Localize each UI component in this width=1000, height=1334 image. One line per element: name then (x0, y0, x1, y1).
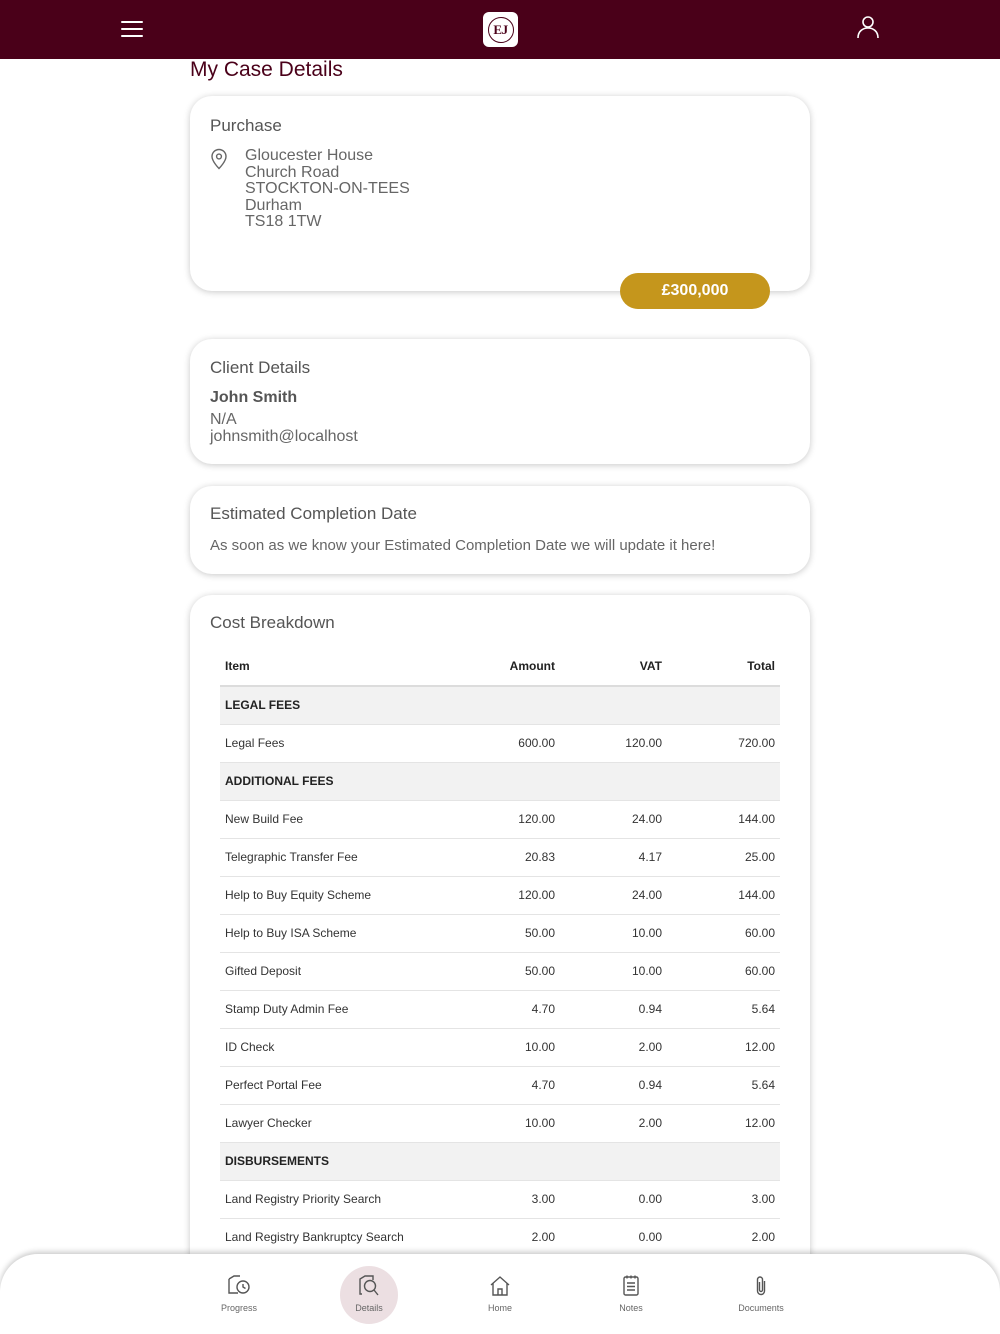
cell-item: Stamp Duty Admin Fee (220, 990, 460, 1028)
logo-ring (488, 17, 514, 43)
cell-amount: 600.00 (460, 724, 560, 762)
cell-total: 60.00 (667, 914, 780, 952)
cell-item: Land Registry Bankruptcy Search (220, 1218, 460, 1256)
paperclip-icon (750, 1274, 772, 1298)
app-header (0, 0, 1000, 59)
table-row (220, 952, 780, 990)
purchase-card (190, 96, 810, 291)
cell-item: Legal Fees (220, 724, 460, 762)
app-logo[interactable] (483, 12, 518, 47)
table-row (220, 1218, 780, 1256)
address-line: Church Road (245, 163, 340, 181)
nav-label: Progress (220, 1303, 257, 1313)
cell-total: 25.00 (667, 838, 780, 876)
notes-icon (620, 1274, 642, 1298)
section-row (220, 762, 780, 800)
client-phone: N/A (210, 411, 237, 428)
cell-amount: 10.00 (460, 1028, 560, 1066)
cell-vat: 24.00 (560, 876, 667, 914)
user-profile-icon[interactable] (855, 14, 881, 40)
cost-breakdown-card (190, 595, 810, 1334)
column-header-amount: Amount (460, 647, 560, 686)
table-row (220, 800, 780, 838)
cell-amount: 50.00 (460, 952, 560, 990)
cell-item: Help to Buy Equity Scheme (220, 876, 460, 914)
cell-vat: 0.94 (560, 990, 667, 1028)
cell-total: 720.00 (667, 724, 780, 762)
table-row (220, 990, 780, 1028)
cell-total: 12.00 (667, 1104, 780, 1142)
cell-vat: 0.00 (560, 1218, 667, 1256)
section-label: LEGAL FEES (220, 686, 780, 724)
table-row (220, 1180, 780, 1218)
purchase-title: Purchase (210, 116, 282, 135)
cell-amount: 2.00 (460, 1218, 560, 1256)
completion-date-card (190, 486, 810, 574)
cost-table (220, 647, 780, 1257)
property-address (245, 148, 410, 231)
cell-vat: 2.00 (560, 1104, 667, 1142)
cell-amount: 50.00 (460, 914, 560, 952)
table-row (220, 724, 780, 762)
cell-amount: 3.00 (460, 1180, 560, 1218)
cell-vat: 0.94 (560, 1066, 667, 1104)
completion-date-title: Estimated Completion Date (210, 504, 417, 523)
nav-label: Notes (619, 1303, 643, 1313)
nav-label: Documents (738, 1303, 784, 1313)
cell-total: 2.00 (667, 1218, 780, 1256)
nav-label: Home (487, 1303, 512, 1313)
table-row (220, 876, 780, 914)
column-header-item: Item (220, 647, 460, 686)
location-pin-icon (210, 148, 228, 170)
section-label: ADDITIONAL FEES (220, 762, 780, 800)
cell-item: ID Check (220, 1028, 460, 1066)
nav-item-notes[interactable] (591, 1266, 671, 1324)
cell-amount: 120.00 (460, 800, 560, 838)
details-icon (357, 1274, 381, 1298)
column-header-total: Total (667, 647, 780, 686)
cell-total: 5.64 (667, 990, 780, 1028)
section-label: DISBURSEMENTS (220, 1142, 780, 1180)
cell-item: Help to Buy ISA Scheme (220, 914, 460, 952)
home-icon (488, 1274, 512, 1298)
address-line: TS18 1TW (245, 213, 322, 231)
cell-vat: 120.00 (560, 724, 667, 762)
progress-icon (226, 1274, 252, 1298)
cell-vat: 4.17 (560, 838, 667, 876)
cell-item: Land Registry Priority Search (220, 1180, 460, 1218)
cell-item: Telegraphic Transfer Fee (220, 838, 460, 876)
client-details-title: Client Details (210, 358, 311, 377)
cell-amount: 120.00 (460, 876, 560, 914)
cell-item: Gifted Deposit (220, 952, 460, 990)
cell-vat: 10.00 (560, 952, 667, 990)
address-line: STOCKTON-ON-TEES (245, 180, 410, 198)
table-row (220, 1028, 780, 1066)
section-row (220, 686, 780, 724)
bottom-navigation (0, 1254, 1000, 1334)
nav-item-documents[interactable] (721, 1266, 801, 1324)
cell-amount: 20.83 (460, 838, 560, 876)
nav-label: Details (355, 1303, 383, 1313)
table-row (220, 838, 780, 876)
nav-item-home[interactable] (460, 1266, 540, 1324)
logo-text: EJ (493, 21, 508, 37)
table-header-row (220, 647, 780, 686)
section-row (220, 1142, 780, 1180)
client-details-card (190, 339, 810, 464)
column-header-vat: VAT (560, 647, 667, 686)
client-email: johnsmith@localhost (210, 428, 358, 445)
table-row (220, 1066, 780, 1104)
client-name: John Smith (210, 389, 298, 406)
cell-amount: 10.00 (460, 1104, 560, 1142)
cell-vat: 10.00 (560, 914, 667, 952)
cost-breakdown-title: Cost Breakdown (210, 613, 335, 632)
cell-vat: 0.00 (560, 1180, 667, 1218)
cell-amount: 4.70 (460, 1066, 560, 1104)
table-row (220, 914, 780, 952)
price-badge[interactable]: £300,000 (620, 273, 770, 309)
cell-vat: 24.00 (560, 800, 667, 838)
table-row (220, 1104, 780, 1142)
cell-total: 144.00 (667, 800, 780, 838)
completion-date-message: As soon as we know your Estimated Completion Date we will update it here! (210, 537, 716, 554)
nav-item-details[interactable] (329, 1266, 409, 1324)
cell-total: 3.00 (667, 1180, 780, 1218)
cell-total: 144.00 (667, 876, 780, 914)
cell-total: 5.64 (667, 1066, 780, 1104)
cell-amount: 4.70 (460, 990, 560, 1028)
cell-total: 12.00 (667, 1028, 780, 1066)
address-line: Gloucester House (245, 147, 374, 164)
nav-item-progress[interactable] (199, 1266, 279, 1324)
cell-item: New Build Fee (220, 800, 460, 838)
cell-item: Lawyer Checker (220, 1104, 460, 1142)
cell-vat: 2.00 (560, 1028, 667, 1066)
page-title: My Case Details (190, 58, 343, 81)
address-line: Durham (245, 196, 302, 214)
cell-item: Perfect Portal Fee (220, 1066, 460, 1104)
hamburger-menu-icon[interactable] (118, 17, 146, 41)
cell-total: 60.00 (667, 952, 780, 990)
